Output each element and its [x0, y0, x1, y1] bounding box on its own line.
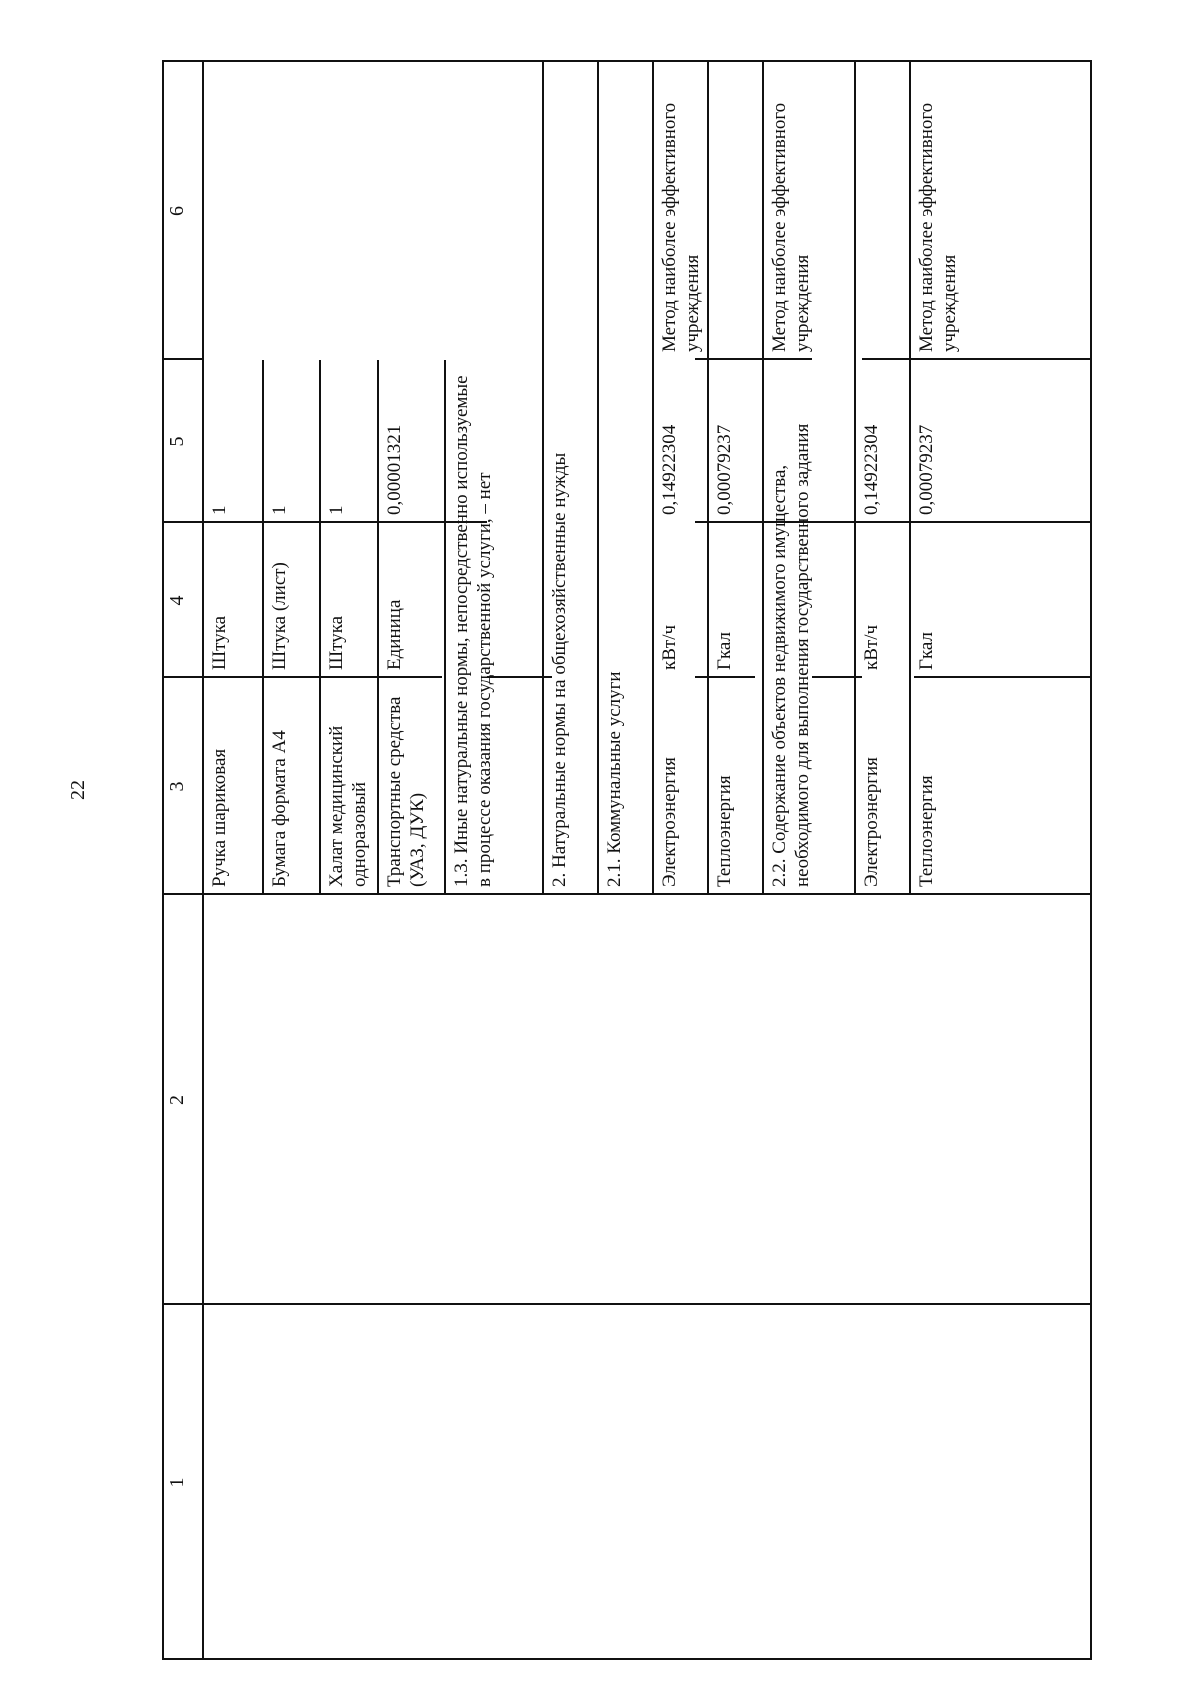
- row-3-name: Халат медицинский одноразовый: [326, 725, 370, 887]
- row-heat-2-value: 0,00079237: [916, 424, 937, 515]
- row-electricity-1-name: Электроэнергия: [659, 757, 680, 887]
- section-2-2-method: Метод наиболее эффективного учреждения: [769, 102, 813, 352]
- row-4-value: 0,00001321: [384, 424, 405, 515]
- page-number: 22: [67, 780, 89, 800]
- row-2-unit: Штука (лист): [269, 562, 290, 670]
- section-2-1: 2.1. Коммунальные услуги: [604, 671, 625, 887]
- row-heat-2-unit: Гкал: [916, 631, 937, 670]
- row-electricity-1-value: 0,14922304: [659, 424, 680, 515]
- row-3-unit: Штука: [326, 615, 347, 670]
- rotated-table-page: [162, 60, 1092, 1660]
- row-electricity-1-method: Метод наиболее эффективного учреждения: [659, 102, 703, 352]
- row-heat-2-name: Теплоэнергия: [916, 775, 937, 887]
- row-electricity-2-value: 0,14922304: [861, 424, 882, 515]
- section-2-2: 2.2. Содержание объектов недвижимого имущества, необходимого для выполнения государственного задания: [769, 423, 813, 887]
- header-col-4: 4: [166, 595, 188, 606]
- header-col-3: 3: [166, 781, 188, 792]
- row-electricity-2-unit: кВт/ч: [861, 624, 882, 670]
- header-col-2: 2: [166, 1095, 188, 1105]
- row-electricity-2-name: Электроэнергия: [861, 757, 882, 887]
- row-4-name: Транспортные средства (УАЗ, ДУК): [384, 696, 428, 887]
- row-1-unit: Штука: [209, 615, 230, 670]
- row-4-unit: Единица: [384, 599, 405, 670]
- row-heat-1-name: Теплоэнергия: [714, 775, 735, 887]
- row-2-name: Бумага формата А4: [269, 730, 290, 887]
- row-1-value: 1: [209, 505, 230, 515]
- row-3-value: 1: [326, 505, 347, 515]
- row-heat-2-method: Метод наиболее эффективного учреждения: [916, 102, 960, 352]
- row-heat-1-value: 0,00079237: [714, 424, 735, 515]
- row-electricity-1-unit: кВт/ч: [659, 624, 680, 670]
- section-2: 2. Натуральные нормы на общехозяйственные нужды: [549, 452, 570, 887]
- section-1-3: 1.3. Иные натуральные нормы, непосредственно используемые в процессе оказания государственной услуги, – нет: [451, 375, 495, 887]
- row-1-name: Ручка шариковая: [209, 748, 230, 887]
- header-col-6: 6: [166, 206, 188, 216]
- header-col-5: 5: [166, 436, 188, 447]
- row-2-value: 1: [269, 505, 290, 515]
- norms-table: [162, 60, 1092, 1660]
- row-heat-1-unit: Гкал: [714, 631, 735, 670]
- header-col-1: 1: [166, 1477, 188, 1488]
